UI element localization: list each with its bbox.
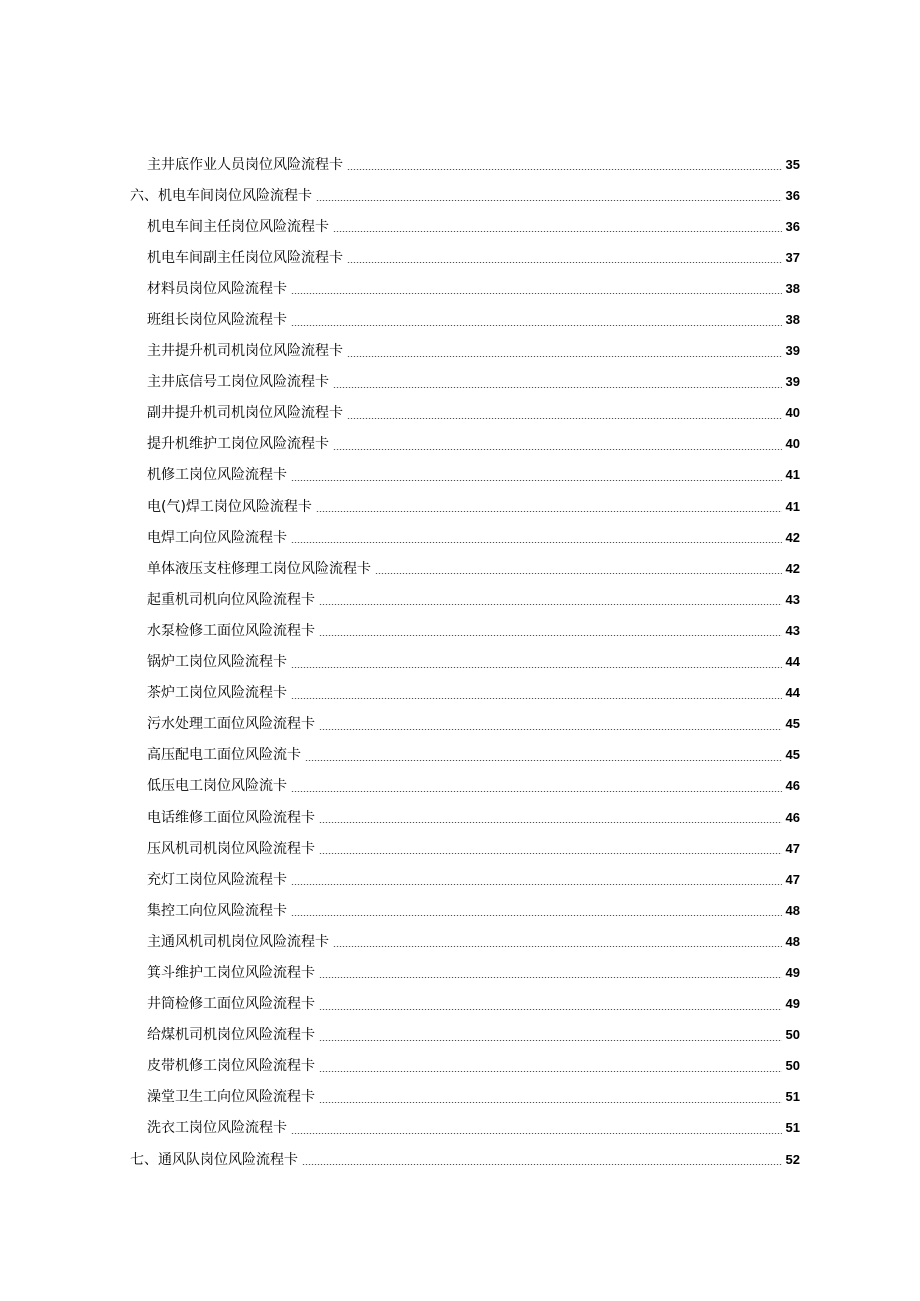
toc-entry[interactable] bbox=[0, 615, 920, 646]
toc-entry[interactable] bbox=[0, 304, 920, 335]
toc-page-number: 41 bbox=[785, 467, 800, 483]
toc-entry[interactable] bbox=[0, 242, 920, 273]
toc-entry-title: 洗衣工岗位风险流程卡 bbox=[147, 1120, 287, 1137]
toc-page-number: 39 bbox=[785, 374, 800, 390]
toc-page-number: 49 bbox=[785, 964, 800, 980]
toc-page-number: 42 bbox=[785, 560, 800, 576]
toc-page-number: 41 bbox=[785, 498, 800, 514]
toc-entry-title: 污水处理工面位风险流程卡 bbox=[147, 716, 315, 733]
toc-entry-title: 班组长岗位风险流程卡 bbox=[147, 312, 287, 329]
toc-entry[interactable] bbox=[0, 740, 920, 771]
toc-dot-leader bbox=[347, 356, 782, 357]
toc-entry[interactable] bbox=[0, 864, 920, 895]
toc-entry[interactable] bbox=[0, 553, 920, 584]
toc-entry[interactable] bbox=[0, 1020, 920, 1051]
toc-page-number: 37 bbox=[785, 249, 800, 265]
toc-entry-title: 主井底信号工岗位风险流程卡 bbox=[147, 374, 329, 391]
toc-dot-leader bbox=[291, 1133, 782, 1134]
toc-page-number: 38 bbox=[785, 312, 800, 328]
toc-page-number: 46 bbox=[785, 778, 800, 794]
toc-dot-leader bbox=[316, 200, 782, 201]
toc-dot-leader bbox=[319, 729, 782, 730]
toc-entry[interactable] bbox=[0, 1082, 920, 1113]
toc-entry-title: 电焊工向位风险流程卡 bbox=[147, 529, 287, 546]
toc-dot-leader bbox=[319, 1040, 782, 1041]
toc-page-number: 50 bbox=[785, 1027, 800, 1043]
toc-entry-title: 压风机司机岗位风险流程卡 bbox=[147, 840, 315, 857]
toc-entry[interactable] bbox=[0, 989, 920, 1020]
toc-page-number: 43 bbox=[785, 622, 800, 638]
toc-dot-leader bbox=[333, 449, 782, 450]
toc-page-number: 35 bbox=[785, 156, 800, 172]
toc-entry[interactable] bbox=[0, 709, 920, 740]
toc-entry-title: 机电车间主任岗位风险流程卡 bbox=[147, 218, 329, 235]
toc-dot-leader bbox=[291, 542, 782, 543]
toc-entry-title: 七、通风队岗位风险流程卡 bbox=[130, 1151, 298, 1168]
toc-page-number: 52 bbox=[785, 1151, 800, 1167]
toc-dot-leader bbox=[319, 977, 782, 978]
toc-dot-leader bbox=[319, 1102, 782, 1103]
toc-page-number: 44 bbox=[785, 685, 800, 701]
toc-entry[interactable] bbox=[0, 584, 920, 615]
toc-entry[interactable] bbox=[0, 522, 920, 553]
toc-entry-title: 单体液压支柱修理工岗位风险流程卡 bbox=[147, 560, 371, 577]
table-of-contents bbox=[0, 149, 920, 1175]
toc-entry[interactable] bbox=[0, 491, 920, 522]
toc-dot-leader bbox=[319, 1009, 782, 1010]
toc-page-number: 45 bbox=[785, 747, 800, 763]
toc-dot-leader bbox=[291, 667, 782, 668]
toc-dot-leader bbox=[291, 480, 782, 481]
toc-entry-title: 六、机电车间岗位风险流程卡 bbox=[130, 187, 312, 204]
toc-section-entry[interactable] bbox=[0, 1144, 920, 1175]
toc-dot-leader bbox=[333, 231, 782, 232]
toc-entry-title: 箕斗维护工岗位风险流程卡 bbox=[147, 964, 315, 981]
toc-entry-title: 提升机维护工岗位风险流程卡 bbox=[147, 436, 329, 453]
toc-dot-leader bbox=[319, 822, 782, 823]
toc-entry-title: 机电车间副主任岗位风险流程卡 bbox=[147, 249, 343, 266]
toc-entry-title: 主井提升机司机岗位风险流程卡 bbox=[147, 343, 343, 360]
toc-entry-title: 起重机司机向位风险流程卡 bbox=[147, 591, 315, 608]
toc-dot-leader bbox=[291, 915, 782, 916]
toc-entry-title: 茶炉工岗位风险流程卡 bbox=[147, 685, 287, 702]
toc-entry-title: 电(气)焊工岗位风险流程卡 bbox=[147, 498, 312, 515]
toc-dot-leader bbox=[305, 760, 782, 761]
toc-dot-leader bbox=[319, 604, 782, 605]
toc-entry[interactable] bbox=[0, 429, 920, 460]
toc-entry[interactable] bbox=[0, 1113, 920, 1144]
toc-entry[interactable] bbox=[0, 957, 920, 988]
toc-entry-title: 主井底作业人员岗位风险流程卡 bbox=[147, 156, 343, 173]
toc-page-number: 51 bbox=[785, 1089, 800, 1105]
toc-entry[interactable] bbox=[0, 802, 920, 833]
toc-dot-leader bbox=[319, 635, 782, 636]
toc-page-number: 40 bbox=[785, 405, 800, 421]
toc-entry-title: 水泵检修工面位风险流程卡 bbox=[147, 622, 315, 639]
toc-page-number: 46 bbox=[785, 809, 800, 825]
toc-page-number: 36 bbox=[785, 187, 800, 203]
toc-entry[interactable] bbox=[0, 336, 920, 367]
toc-section-entry[interactable] bbox=[0, 180, 920, 211]
toc-entry[interactable] bbox=[0, 273, 920, 304]
toc-page-number: 48 bbox=[785, 933, 800, 949]
toc-entry[interactable] bbox=[0, 398, 920, 429]
toc-dot-leader bbox=[291, 884, 782, 885]
toc-entry[interactable] bbox=[0, 647, 920, 678]
toc-entry-title: 皮带机修工岗位风险流程卡 bbox=[147, 1058, 315, 1075]
toc-dot-leader bbox=[319, 853, 782, 854]
toc-entry-title: 机修工岗位风险流程卡 bbox=[147, 467, 287, 484]
toc-dot-leader bbox=[316, 511, 782, 512]
toc-entry[interactable] bbox=[0, 149, 920, 180]
toc-page-number: 48 bbox=[785, 902, 800, 918]
toc-page-number: 43 bbox=[785, 591, 800, 607]
toc-dot-leader bbox=[333, 387, 782, 388]
toc-dot-leader bbox=[375, 573, 782, 574]
toc-page-number: 51 bbox=[785, 1120, 800, 1136]
toc-dot-leader bbox=[347, 262, 782, 263]
toc-entry-title: 主通风机司机岗位风险流程卡 bbox=[147, 933, 329, 950]
toc-entry[interactable] bbox=[0, 771, 920, 802]
toc-entry-title: 井筒检修工面位风险流程卡 bbox=[147, 996, 315, 1013]
toc-entry[interactable] bbox=[0, 211, 920, 242]
toc-entry-title: 澡堂卫生工向位风险流程卡 bbox=[147, 1089, 315, 1106]
toc-dot-leader bbox=[333, 946, 782, 947]
toc-entry[interactable] bbox=[0, 460, 920, 491]
toc-page-number: 47 bbox=[785, 871, 800, 887]
toc-entry[interactable] bbox=[0, 895, 920, 926]
toc-entry-title: 充灯工岗位风险流程卡 bbox=[147, 871, 287, 888]
toc-page-number: 38 bbox=[785, 280, 800, 296]
toc-dot-leader bbox=[291, 791, 782, 792]
toc-entry-title: 副井提升机司机岗位风险流程卡 bbox=[147, 405, 343, 422]
toc-entry-title: 电话维修工面位风险流程卡 bbox=[147, 809, 315, 826]
toc-page-number: 42 bbox=[785, 529, 800, 545]
toc-dot-leader bbox=[302, 1164, 782, 1165]
toc-entry[interactable] bbox=[0, 367, 920, 398]
toc-page-number: 49 bbox=[785, 996, 800, 1012]
toc-dot-leader bbox=[347, 418, 782, 419]
toc-entry-title: 给煤机司机岗位风险流程卡 bbox=[147, 1027, 315, 1044]
toc-entry-title: 低压电工岗位风险流卡 bbox=[147, 778, 287, 795]
toc-dot-leader bbox=[291, 698, 782, 699]
toc-page-number: 45 bbox=[785, 716, 800, 732]
toc-dot-leader bbox=[319, 1071, 782, 1072]
toc-entry[interactable] bbox=[0, 678, 920, 709]
toc-dot-leader bbox=[291, 325, 782, 326]
toc-dot-leader bbox=[347, 169, 782, 170]
toc-entry-title: 锅炉工岗位风险流程卡 bbox=[147, 654, 287, 671]
toc-page-number: 36 bbox=[785, 218, 800, 234]
toc-dot-leader bbox=[291, 293, 782, 294]
toc-page-number: 39 bbox=[785, 343, 800, 359]
toc-page-number: 40 bbox=[785, 436, 800, 452]
toc-entry-title: 材料员岗位风险流程卡 bbox=[147, 280, 287, 297]
toc-page-number: 44 bbox=[785, 654, 800, 670]
toc-page-number: 50 bbox=[785, 1058, 800, 1074]
toc-entry[interactable] bbox=[0, 926, 920, 957]
toc-entry-title: 高压配电工面位风险流卡 bbox=[147, 747, 301, 764]
toc-page-number: 47 bbox=[785, 840, 800, 856]
toc-entry-title: 集控工向位风险流程卡 bbox=[147, 902, 287, 919]
toc-entry[interactable] bbox=[0, 833, 920, 864]
toc-entry[interactable] bbox=[0, 1051, 920, 1082]
